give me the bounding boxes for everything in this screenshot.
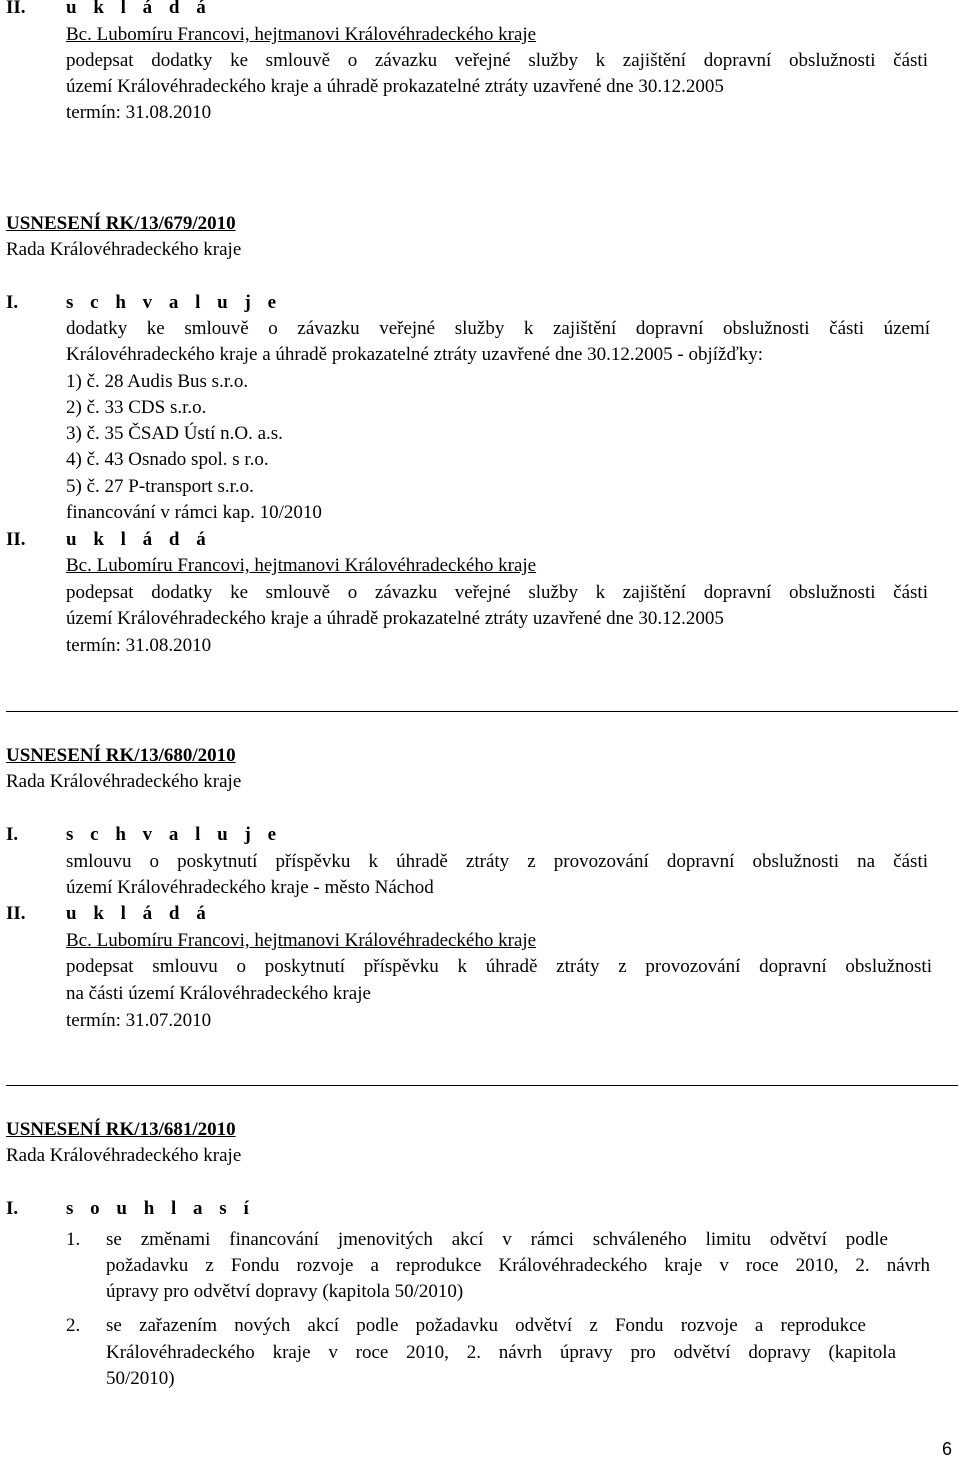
item-2-line-3: 50/2010) — [106, 1368, 175, 1389]
financing-line: financování v rámci kap. 10/2010 — [66, 502, 322, 523]
assignee-line: Bc. Lubomíru Francovi, hejtmanovi Královéhradeckého kraje — [66, 930, 537, 951]
text-line-1: smlouvu o poskytnutí příspěvku k úhradě ztráty z provozování dopravní obslužnosti na části — [66, 851, 928, 872]
section-roman-i: I. — [6, 292, 19, 313]
task-line-1: podepsat dodatky ke smlouvě o závazku veřejné služby k zajištění dopravní obslužnosti části — [66, 582, 928, 603]
text-line-2: území Královéhradeckého kraje - město Náchod — [66, 877, 434, 898]
resolution-body: Rada Královéhradeckého kraje — [6, 1145, 242, 1166]
assignee-line: Bc. Lubomíru Francovi, hejtmanovi Královéhradeckého kraje — [66, 24, 537, 45]
section-roman-ii: II. — [6, 529, 26, 550]
task-line-1: podepsat dodatky ke smlouvě o závazku veřejné služby k zajištění dopravní obslužnosti části — [66, 50, 928, 71]
list-item: 5) č. 27 P-transport s.r.o. — [66, 476, 254, 497]
section-verb-souhlasi: s o u h l a s í — [66, 1198, 255, 1219]
item-number: 2. — [66, 1315, 81, 1336]
task-line-1: podepsat smlouvu o poskytnutí příspěvku k úhradě ztráty z provozování dopravní obslužnosti — [66, 956, 932, 977]
item-1-line-2: požadavku z Fondu rozvoje a reprodukce Královéhradeckého kraje v roce 2010, 2. návrh — [106, 1255, 930, 1276]
section-roman-ii: II. — [6, 903, 26, 924]
separator-line — [6, 711, 958, 712]
section-verb-uklada: u k l á d á — [66, 0, 212, 18]
section-roman-i: I. — [6, 1198, 19, 1219]
assignee-line: Bc. Lubomíru Francovi, hejtmanovi Královéhradeckého kraje — [66, 555, 537, 576]
item-2-line-1: se zařazením nových akcí podle požadavku odvětví z Fondu rozvoje a reprodukce — [106, 1315, 866, 1336]
section-verb-uklada: u k l á d á — [66, 903, 212, 924]
list-item: 3) č. 35 ČSAD Ústí n.O. a.s. — [66, 423, 283, 444]
list-item: 1) č. 28 Audis Bus s.r.o. — [66, 371, 249, 392]
section-roman-ii: II. — [6, 0, 26, 18]
deadline: termín: 31.08.2010 — [66, 102, 212, 123]
resolution-title: USNESENÍ RK/13/680/2010 — [6, 745, 236, 766]
item-1-line-3: úpravy pro odvětví dopravy (kapitola 50/2010) — [106, 1281, 464, 1302]
resolution-title: USNESENÍ RK/13/681/2010 — [6, 1119, 236, 1140]
list-item: 2) č. 33 CDS s.r.o. — [66, 397, 207, 418]
item-1-line-1: se změnami financování jmenovitých akcí v rámci schváleného limitu odvětví podle — [106, 1229, 888, 1250]
section-verb-schvaluje: s c h v a l u j e — [66, 824, 282, 845]
resolution-body: Rada Královéhradeckého kraje — [6, 239, 242, 260]
resolution-title: USNESENÍ RK/13/679/2010 — [6, 213, 236, 234]
task-line-2: území Královéhradeckého kraje a úhradě prokazatelné ztráty uzavřené dne 30.12.2005 — [66, 76, 724, 97]
deadline: termín: 31.08.2010 — [66, 635, 212, 656]
item-number: 1. — [66, 1229, 81, 1250]
text-line-2: Královéhradeckého kraje a úhradě prokazatelné ztráty uzavřené dne 30.12.2005 - objížďky: — [66, 344, 764, 365]
section-verb-uklada: u k l á d á — [66, 529, 212, 550]
task-line-2: na části území Královéhradeckého kraje — [66, 983, 371, 1004]
separator-line — [6, 1085, 958, 1086]
section-roman-i: I. — [6, 824, 19, 845]
deadline: termín: 31.07.2010 — [66, 1010, 212, 1031]
list-item: 4) č. 43 Osnado spol. s r.o. — [66, 449, 269, 470]
resolution-body: Rada Královéhradeckého kraje — [6, 771, 242, 792]
task-line-2: území Královéhradeckého kraje a úhradě prokazatelné ztráty uzavřené dne 30.12.2005 — [66, 608, 724, 629]
section-verb-schvaluje: s c h v a l u j e — [66, 292, 282, 313]
page-number: 6 — [941, 1439, 952, 1459]
item-2-line-2: Královéhradeckého kraje v roce 2010, 2. návrh úpravy pro odvětví dopravy (kapitola — [106, 1342, 896, 1363]
text-line-1: dodatky ke smlouvě o závazku veřejné služby k zajištění dopravní obslužnosti části území — [66, 318, 930, 339]
